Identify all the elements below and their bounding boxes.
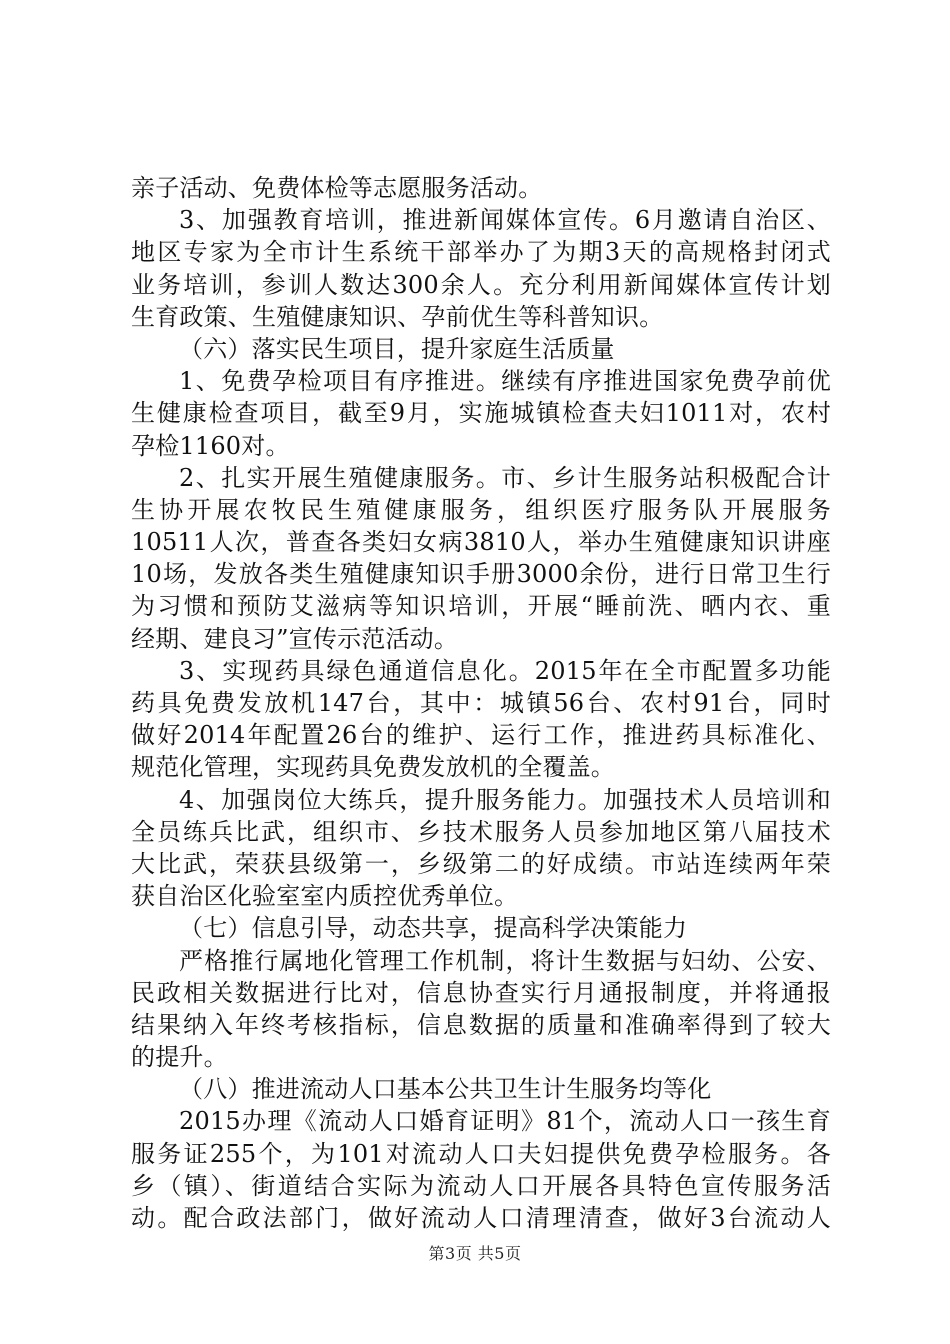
text-line: 3、实现药具绿色通道信息化。2015年在全市配置多功能 xyxy=(179,656,831,685)
text-line: 药具免费发放机147台，其中：城镇56台、农村91台，同时 xyxy=(131,689,831,717)
text-line: 获自治区化验室室内质控优秀单位。 xyxy=(131,882,519,911)
text-line: 10场，发放各类生殖健康知识手册3000余份，进行日常卫生行 xyxy=(131,560,831,589)
text-line: 严格推行属地化管理工作机制，将计生数据与妇幼、公安、 xyxy=(179,946,831,975)
text-line: 地区专家为全市计生系统干部举办了为期3天的高规格封闭式 xyxy=(131,238,831,267)
text-line: 规范化管理，实现药具免费发放机的全覆盖。 xyxy=(131,753,615,782)
text-line: 生健康检查项目，截至9月，实施城镇检查夫妇1011对，农村 xyxy=(131,399,831,428)
document-body xyxy=(131,172,831,1234)
text-line: 3、加强教育培训，推进新闻媒体宣传。6月邀请自治区、 xyxy=(179,206,831,235)
text-line: 生协开展农牧民生殖健康服务，组织医疗服务队开展服务 xyxy=(131,495,831,524)
text-line: 做好2014年配置26台的维护、运行工作，推进药具标准化、 xyxy=(131,721,831,750)
text-line: 服务证255个，为101对流动人口夫妇提供免费孕检服务。各 xyxy=(131,1139,831,1168)
text-line: 生育政策、生殖健康知识、孕前优生等科普知识。 xyxy=(131,302,664,331)
text-line: 亲子活动、免费体检等志愿服务活动。 xyxy=(131,174,543,202)
text-line: （七）信息引导，动态共享，提高科学决策能力 xyxy=(179,914,688,943)
text-line: 孕检1160对。 xyxy=(131,431,290,460)
text-line: 2、扎实开展生殖健康服务。市、乡计生服务站积极配合计 xyxy=(179,463,831,492)
text-line: 全员练兵比武，组织市、乡技术服务人员参加地区第八届技术 xyxy=(131,817,831,846)
text-line: 乡（镇）、街道结合实际为流动人口开展各具特色宣传服务活 xyxy=(131,1171,831,1200)
text-line: 4、加强岗位大练兵，提升服务能力。加强技术人员培训和 xyxy=(179,785,831,814)
text-line: 结果纳入年终考核指标，信息数据的质量和准确率得到了较大 xyxy=(131,1010,831,1039)
text-line: 1、免费孕检项目有序推进。继续有序推进国家免费孕前优 xyxy=(179,367,831,396)
text-line: 民政相关数据进行比对，信息协查实行月通报制度，并将通报 xyxy=(131,978,831,1007)
text-line: 动。配合政法部门，做好流动人口清理清查，做好3台流动人 xyxy=(131,1204,831,1232)
text-line: 2015办理《流动人口婚育证明》81个，流动人口一孩生育 xyxy=(179,1107,831,1136)
page-footer: 第3页 共5页 xyxy=(428,1244,522,1263)
text-line: 10511人次，普查各类妇女病3810人，举办生殖健康知识讲座 xyxy=(131,528,831,557)
text-line: 的提升。 xyxy=(131,1043,228,1072)
text-line: 为习惯和预防艾滋病等知识培训，开展“睡前洗、晒内衣、重 xyxy=(131,592,831,621)
text-line: 业务培训，参训人数达300余人。充分利用新闻媒体宣传计划 xyxy=(131,270,831,299)
text-line: （六）落实民生项目，提升家庭生活质量 xyxy=(179,334,615,363)
text-line: 大比武，荣获县级第一，乡级第二的好成绩。市站连续两年荣 xyxy=(131,849,831,878)
text-line: （八）推进流动人口基本公共卫生计生服务均等化 xyxy=(179,1075,712,1104)
text-line: 经期、建良习”宣传示范活动。 xyxy=(131,624,459,653)
